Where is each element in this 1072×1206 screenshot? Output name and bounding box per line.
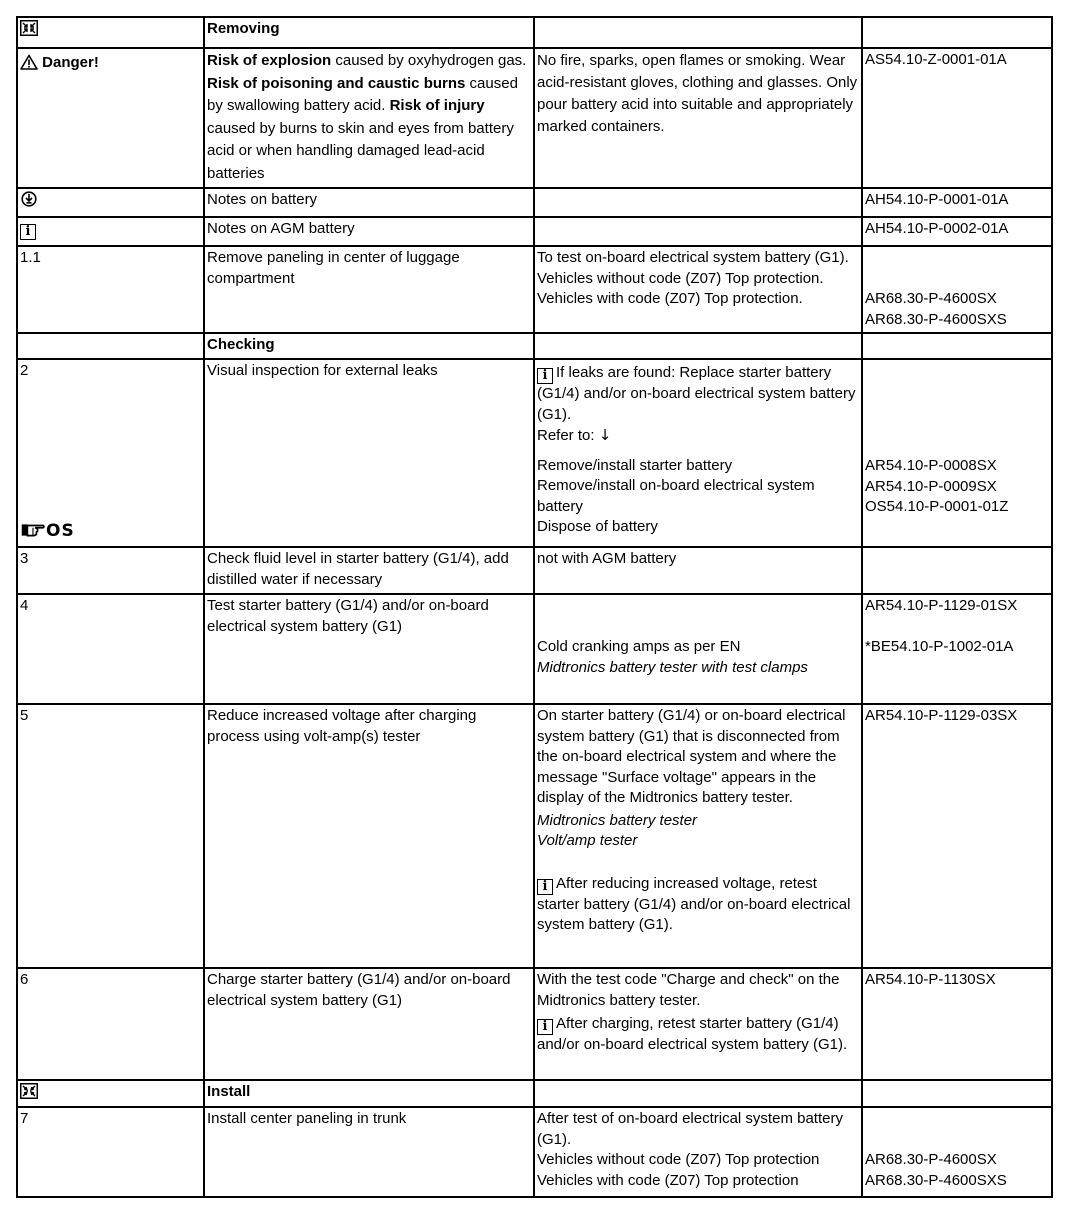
section-row-install — [17, 1080, 1052, 1107]
notes-agm-text: Notes on AGM battery — [204, 217, 534, 246]
os-reference-marker: OS — [20, 521, 75, 543]
step-notes: not with AGM battery — [534, 547, 862, 594]
step-text: Install center paneling in trunk — [204, 1107, 534, 1197]
step-notes: With the test code "Charge and check" on the Midtronics battery tester. i After charging, retest starter battery (G1/4) and/or on-board electrical system battery (G1). — [534, 968, 862, 1080]
step-number: 3 — [17, 547, 204, 594]
step-row-4 — [17, 594, 1052, 704]
step-number: 1.1 — [17, 246, 204, 333]
step-text: Charge starter battery (G1/4) and/or on-board electrical system battery (G1) — [204, 968, 534, 1080]
step-notes: On starter battery (G1/4) or on-board electrical system battery (G1) that is disconnected from the on-board electrical system and where the message "Surface voltage" appears in the display of the Midtronics battery tester. Midtronics battery tester Volt/amp tester i After reducing increased voltage, retest starter battery (G1/4) and/or on-board electrical system battery (G1). — [534, 704, 862, 968]
section-title-install: Install — [204, 1080, 534, 1107]
notes-agm-ref: AH54.10-P-0002-01A — [862, 217, 1052, 246]
step-text: Visual inspection for external leaks — [204, 359, 534, 547]
info-icon: i — [537, 368, 553, 384]
removing-icon-cell — [17, 17, 204, 48]
info-icon: i — [20, 224, 36, 240]
danger-measures: No fire, sparks, open flames or smoking. Wear acid-resistant gloves, clothing and glasses. Only pour battery acid into suitable and appropriately marked containers. — [534, 48, 862, 188]
step-text: Check fluid level in starter battery (G1/4), add distilled water if necessary — [204, 547, 534, 594]
procedure-table — [16, 16, 1053, 1198]
notes-battery-text: Notes on battery — [204, 188, 534, 217]
pointing-hand-icon — [20, 521, 46, 539]
step-notes: i If leaks are found: Replace starter battery (G1/4) and/or on-board electrical system battery (G1). Refer to: ↓ Remove/install starter battery Remove/install on-board electrical system battery Dispose of battery — [534, 359, 862, 547]
section-row-checking — [17, 333, 1052, 359]
danger-row — [17, 48, 1052, 188]
notes-agm-row — [17, 217, 1052, 246]
step-notes: After test of on-board electrical system battery (G1). Vehicles without code (Z07) Top protection Vehicles with code (Z07) Top protection — [534, 1107, 862, 1197]
danger-label: Danger! — [42, 54, 99, 71]
step-row-7 — [17, 1107, 1052, 1197]
step-row-6 — [17, 968, 1052, 1080]
install-icon-cell — [17, 1080, 204, 1107]
step-row-1-1 — [17, 246, 1052, 333]
step-text: Test starter battery (G1/4) and/or on-board electrical system battery (G1) — [204, 594, 534, 704]
step-number: 2 OS — [17, 359, 204, 547]
step-text: Remove paneling in center of luggage compartment — [204, 246, 534, 333]
step-number: 4 — [17, 594, 204, 704]
danger-ref: AS54.10-Z-0001-01A — [862, 48, 1052, 188]
section-title-checking: Checking — [204, 333, 534, 359]
notes-battery-ref: AH54.10-P-0001-01A — [862, 188, 1052, 217]
step-refs: AR68.30-P-4600SX AR68.30-P-4600SXS — [862, 246, 1052, 333]
warning-triangle-icon — [20, 54, 38, 70]
section-row-removing — [17, 17, 1052, 48]
step-number: 5 — [17, 704, 204, 968]
step-refs: AR68.30-P-4600SX AR68.30-P-4600SXS — [862, 1107, 1052, 1197]
danger-label-cell — [17, 48, 204, 188]
remove-arrows-icon — [20, 20, 38, 36]
step-text: Reduce increased voltage after charging process using volt-amp(s) tester — [204, 704, 534, 968]
info-icon: i — [537, 1019, 553, 1035]
step-refs: AR54.10-P-1129-01SX *BE54.10-P-1002-01A — [862, 594, 1052, 704]
step-refs: AR54.10-P-0008SX AR54.10-P-0009SX OS54.10-P-0001-01Z — [862, 359, 1052, 547]
step-number: 6 — [17, 968, 204, 1080]
arrow-down-icon: ↓ — [598, 426, 612, 444]
step-row-5 — [17, 704, 1052, 968]
section-title-removing: Removing — [204, 17, 534, 48]
step-notes: To test on-board electrical system battery (G1). Vehicles without code (Z07) Top protection. Vehicles with code (Z07) Top protection. — [534, 246, 862, 333]
step-notes: Cold cranking amps as per EN Midtronics battery tester with test clamps — [534, 594, 862, 704]
step-row-2 — [17, 359, 1052, 547]
notes-battery-row — [17, 188, 1052, 217]
step-refs: AR54.10-P-1130SX — [862, 968, 1052, 1080]
step-row-3 — [17, 547, 1052, 594]
danger-risks: Risk of explosion caused by oxyhydrogen gas. Risk of poisoning and caustic burns caused by swallowing battery acid. Risk of injury caused by burns to skin and eyes from battery acid or when handling damaged lead-acid batteries — [204, 48, 534, 188]
info-icon: i — [537, 879, 553, 895]
step-refs: AR54.10-P-1129-03SX — [862, 704, 1052, 968]
battery-note-icon — [20, 191, 38, 207]
install-arrows-icon — [20, 1083, 38, 1099]
step-number: 7 — [17, 1107, 204, 1197]
